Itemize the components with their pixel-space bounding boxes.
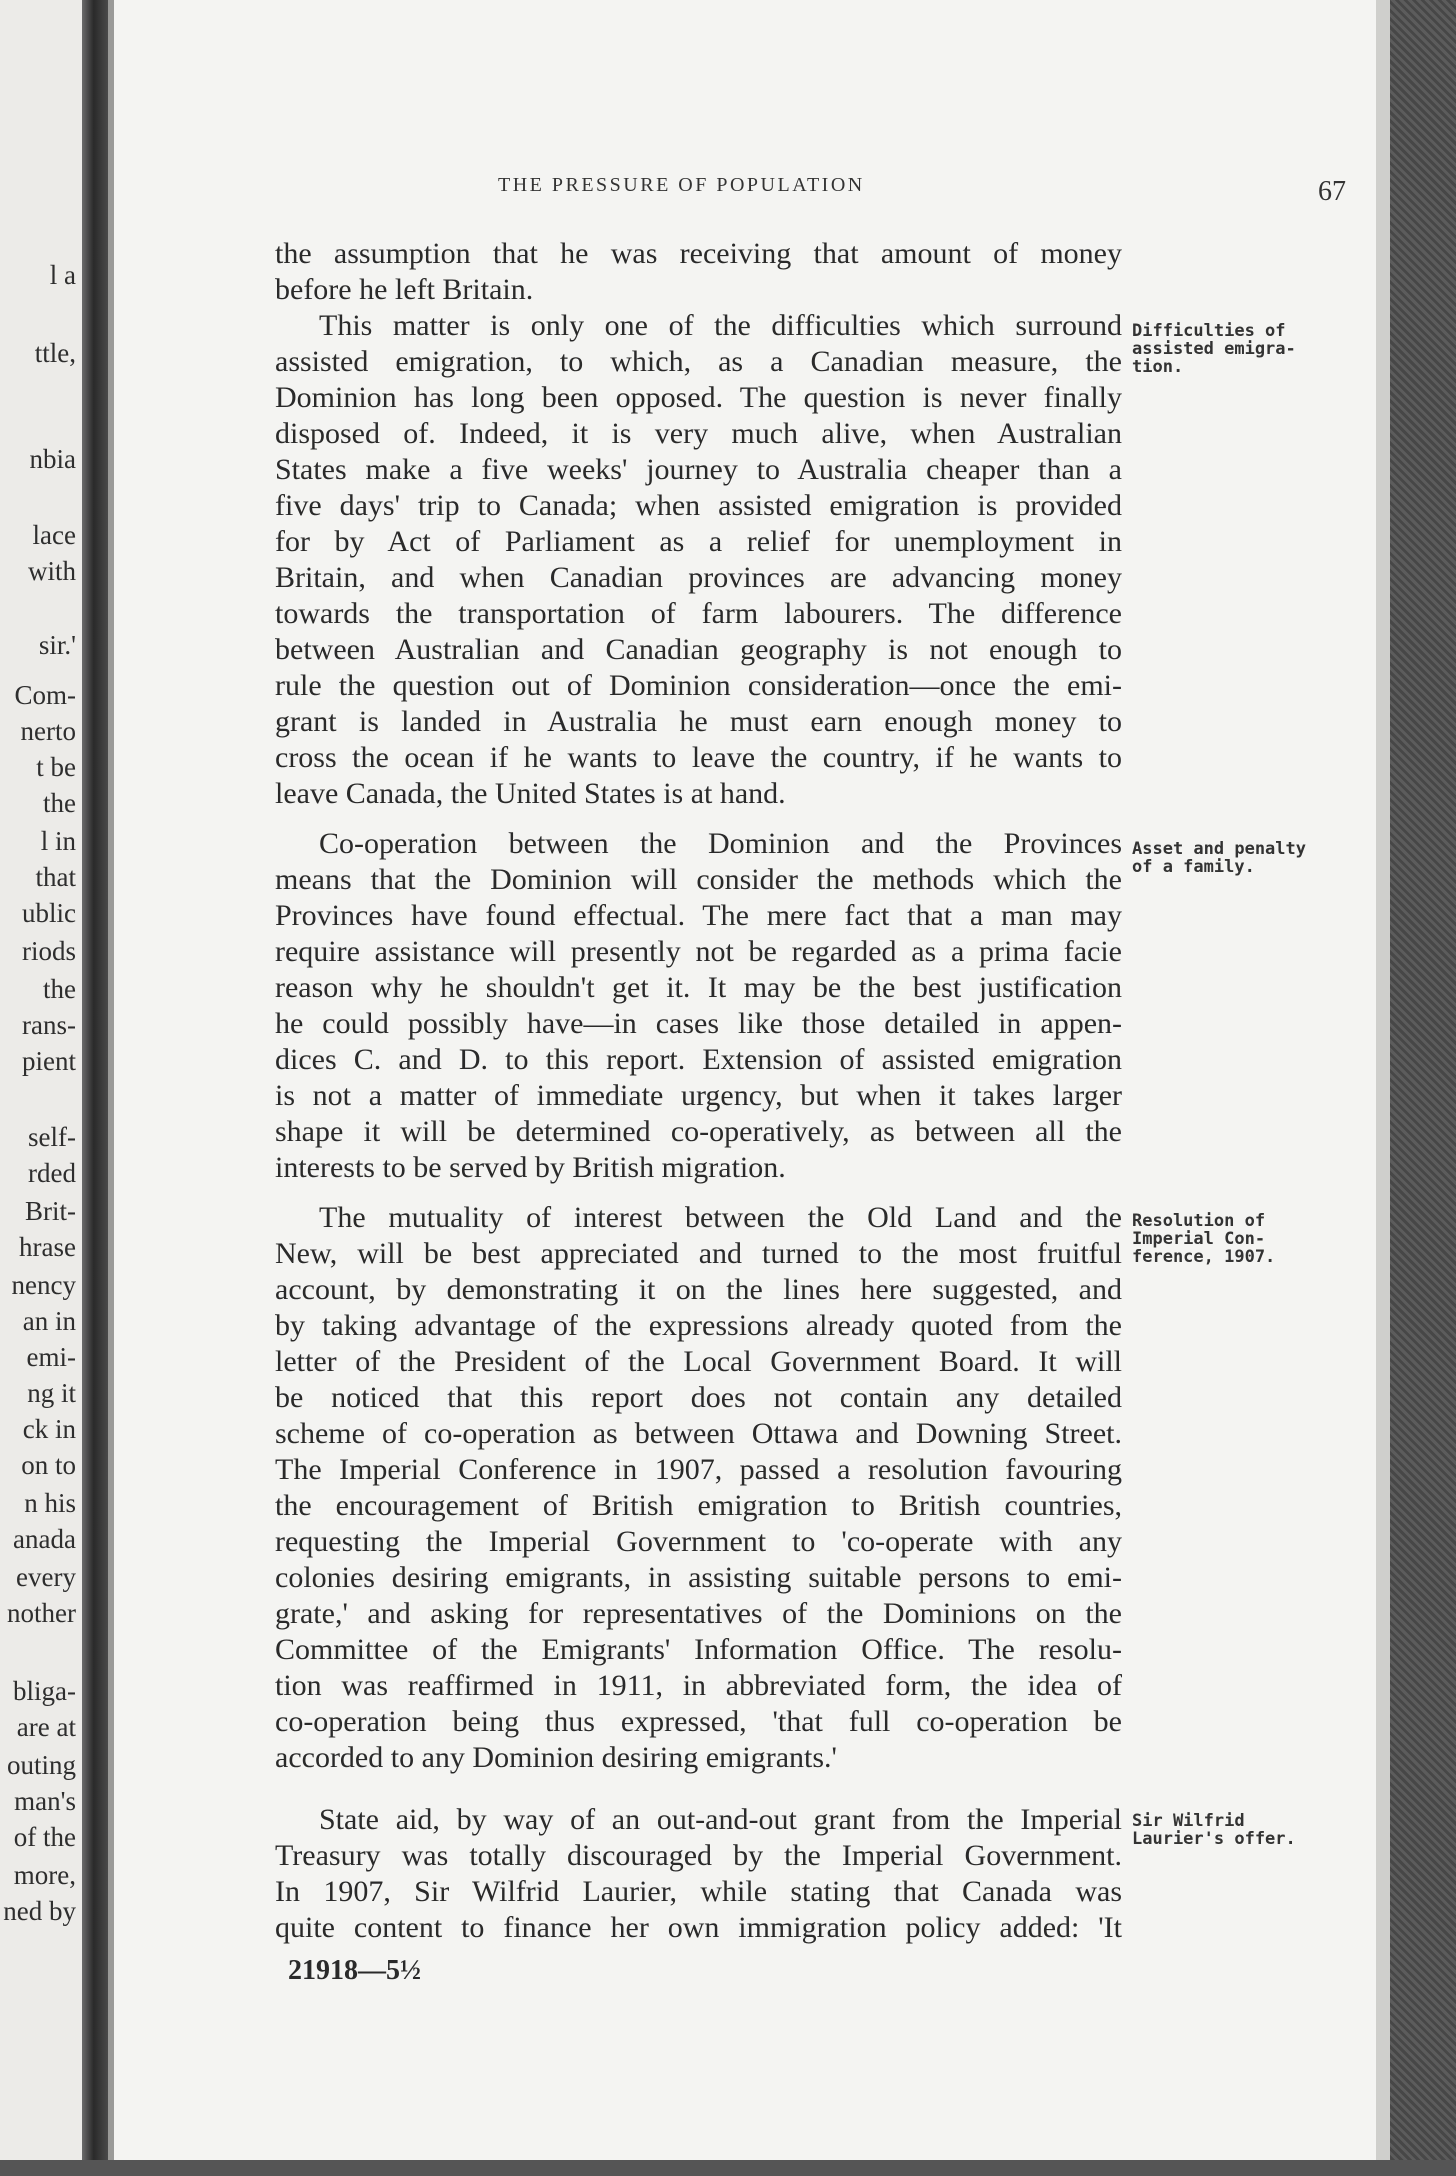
facing-line: ublic (22, 898, 76, 928)
body-line: Britain, and when Canadian provinces are advancing money (275, 561, 1122, 594)
facing-line: are at (16, 1712, 76, 1742)
facing-line: nother (7, 1598, 76, 1628)
body-line: rule the question out of Dominion consideration—once the emi- (275, 669, 1122, 702)
body-line: Provinces have found effectual. The mere fact that a man may (275, 899, 1122, 932)
body-line: he could possibly have—in cases like those detailed in appen- (275, 1007, 1122, 1040)
body-line: State aid, by way of an out-and-out grant from the Imperial (319, 1803, 1122, 1836)
facing-line: that (35, 862, 76, 892)
facing-line: Com- (14, 680, 76, 710)
body-line: grant is landed in Australia he must earn enough money to (275, 705, 1122, 738)
body-line: before he left Britain. (275, 273, 534, 306)
body-line: assisted emigration, to which, as a Canadian measure, the (275, 345, 1122, 378)
facing-line: rded (28, 1158, 76, 1188)
body-line: Treasury was totally discouraged by the Imperial Government. (275, 1839, 1122, 1872)
body-line: grate,' and asking for representatives of the Dominions on the (275, 1597, 1122, 1630)
body-line: five days' trip to Canada; when assisted emigration is provided (275, 489, 1122, 522)
facing-line: the (43, 788, 76, 818)
facing-line: n his (24, 1488, 76, 1518)
page-edge (1376, 0, 1390, 2176)
body-line: tion was reaffirmed in 1911, in abbreviated form, the idea of (275, 1669, 1122, 1702)
body-line: accorded to any Dominion desiring emigrants.' (275, 1741, 837, 1774)
body-line: letter of the President of the Local Government Board. It will (275, 1345, 1122, 1378)
body-line: disposed of. Indeed, it is very much alive, when Australian (275, 417, 1122, 450)
body-line: co-operation being thus expressed, 'that full co-operation be (275, 1705, 1122, 1738)
body-line: for by Act of Parliament as a relief for unemployment in (275, 525, 1122, 558)
facing-line: nbia (29, 444, 76, 474)
facing-line: rans- (22, 1010, 76, 1040)
body-line: Committee of the Emigrants' Information Office. The resolu- (275, 1633, 1122, 1666)
running-head: THE PRESSURE OF POPULATION (498, 174, 865, 196)
signature-mark: 21918—5½ (288, 1955, 421, 1986)
facing-line: Brit- (25, 1196, 76, 1226)
facing-line: every (16, 1562, 76, 1592)
facing-line: man's (14, 1786, 76, 1816)
facing-line: l a (49, 260, 76, 290)
body-line: the encouragement of British emigration to British countries, (275, 1489, 1122, 1522)
scan-bottom-edge (0, 2160, 1456, 2176)
body-line: is not a matter of immediate urgency, but when it takes larger (275, 1079, 1122, 1112)
facing-page-fragment (0, 0, 82, 2176)
body-line: be noticed that this report does not contain any detailed (275, 1381, 1122, 1414)
body-line: The Imperial Conference in 1907, passed a resolution favouring (275, 1453, 1122, 1486)
page-number: 67 (1318, 176, 1346, 207)
body-line: account, by demonstrating it on the lines here suggested, and (275, 1273, 1122, 1306)
facing-line: sir.' (38, 630, 76, 660)
margin-note: Resolution of Imperial Con- ference, 1907. (1132, 1211, 1276, 1267)
facing-line: t be (36, 752, 76, 782)
facing-line: with (27, 556, 76, 586)
body-line: States make a five weeks' journey to Australia cheaper than a (275, 453, 1122, 486)
body-line: means that the Dominion will consider the methods which the (275, 863, 1122, 896)
facing-line: an in (22, 1306, 76, 1336)
body-line: New, will be best appreciated and turned to the most fruitful (275, 1237, 1122, 1270)
body-line: by taking advantage of the expressions already quoted from the (275, 1309, 1122, 1342)
facing-line: ttle, (34, 338, 76, 368)
facing-line: l in (40, 826, 76, 856)
body-line: dices C. and D. to this report. Extension of assisted emigration (275, 1043, 1122, 1076)
facing-line: nerto (20, 716, 76, 746)
margin-note: Difficulties of assisted emigra- tion. (1132, 321, 1296, 377)
book-gutter (82, 0, 108, 2176)
body-line: scheme of co-operation as between Ottawa and Downing Street. (275, 1417, 1122, 1450)
facing-line: self- (28, 1122, 76, 1152)
facing-line: more, (13, 1860, 76, 1890)
facing-line: emi- (26, 1342, 76, 1372)
book-page (114, 0, 1376, 2176)
facing-line: of the (13, 1822, 76, 1852)
margin-note: Asset and penalty of a family. (1132, 839, 1306, 877)
body-line: The mutuality of interest between the Old Land and the (319, 1201, 1122, 1234)
facing-line: the (43, 974, 76, 1004)
facing-line: nency (11, 1270, 76, 1300)
body-line: This matter is only one of the difficulties which surround (319, 309, 1122, 342)
facing-line: ng it (27, 1378, 76, 1408)
body-line: Co-operation between the Dominion and the Provinces (319, 827, 1122, 860)
facing-line: bliga- (13, 1676, 76, 1706)
facing-line: hrase (19, 1232, 76, 1262)
body-line: colonies desiring emigrants, in assisting suitable persons to emi- (275, 1561, 1122, 1594)
book-cover-edge (1390, 0, 1456, 2176)
body-line: Dominion has long been opposed. The question is never finally (275, 381, 1122, 414)
body-line: cross the ocean if he wants to leave the country, if he wants to (275, 741, 1122, 774)
body-line: leave Canada, the United States is at hand. (275, 777, 786, 810)
body-line: between Australian and Canadian geography is not enough to (275, 633, 1122, 666)
margin-note: Sir Wilfrid Laurier's offer. (1132, 1811, 1296, 1849)
facing-line: on to (21, 1450, 76, 1480)
facing-line: lace (32, 520, 76, 550)
facing-line: riods (22, 936, 76, 966)
body-line: In 1907, Sir Wilfrid Laurier, while stating that Canada was (275, 1875, 1122, 1908)
body-line: the assumption that he was receiving that amount of money (275, 237, 1122, 270)
facing-line: anada (13, 1524, 76, 1554)
body-line: reason why he shouldn't get it. It may be the best justification (275, 971, 1122, 1004)
body-line: require assistance will presently not be regarded as a prima facie (275, 935, 1122, 968)
facing-line: pient (22, 1046, 76, 1076)
facing-line: outing (6, 1750, 76, 1780)
body-line: shape it will be determined co-operatively, as between all the (275, 1115, 1122, 1148)
body-line: quite content to finance her own immigration policy added: 'It (275, 1911, 1122, 1944)
body-line: towards the transportation of farm labourers. The difference (275, 597, 1122, 630)
facing-line: ck in (22, 1414, 76, 1444)
body-line: requesting the Imperial Government to 'co-operate with any (275, 1525, 1122, 1558)
body-line: interests to be served by British migration. (275, 1151, 786, 1184)
facing-line: ned by (3, 1896, 76, 1926)
